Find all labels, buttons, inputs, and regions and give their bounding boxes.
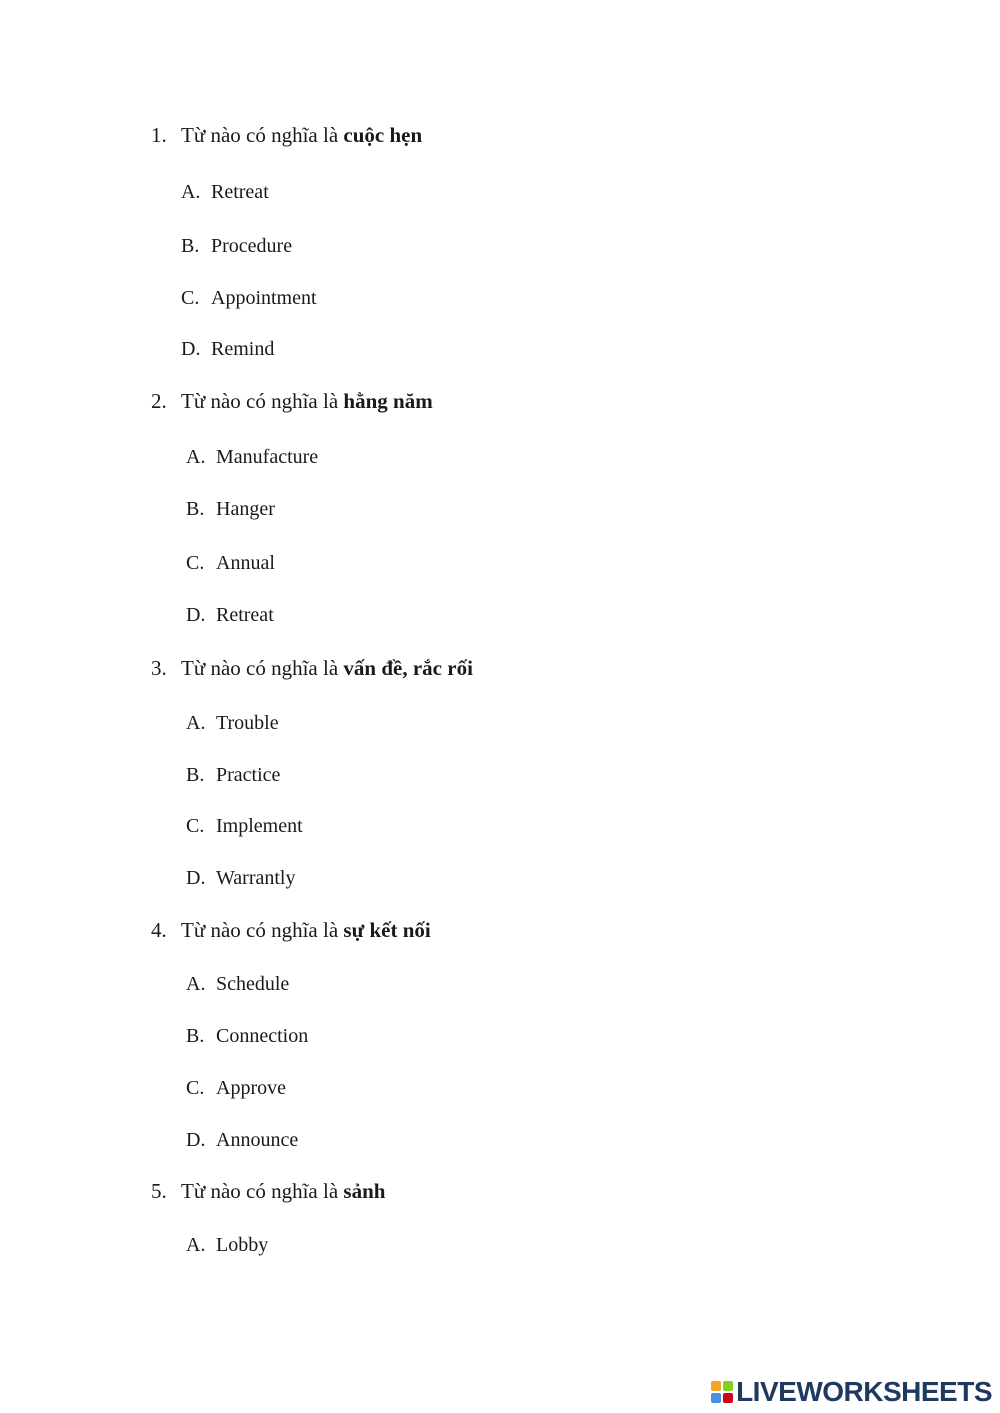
- option-4c[interactable]: [186, 1076, 286, 1100]
- question-keyword: cuộc hẹn: [343, 123, 423, 147]
- option-letter: B.: [181, 235, 200, 257]
- option-text: Schedule: [216, 973, 290, 995]
- question-4: [151, 918, 431, 942]
- question-number: 2.: [151, 389, 167, 413]
- option-text: Announce: [216, 1129, 299, 1151]
- question-prompt: Từ nào có nghĩa là: [181, 123, 344, 147]
- option-text: Lobby: [216, 1234, 269, 1256]
- question-number: 4.: [151, 918, 167, 942]
- option-letter: D.: [186, 867, 206, 889]
- question-5: [151, 1179, 385, 1203]
- option-letter: D.: [186, 604, 206, 626]
- option-1d[interactable]: [181, 337, 274, 361]
- question-keyword: sảnh: [343, 1179, 386, 1203]
- option-2c[interactable]: [186, 551, 275, 575]
- option-1c[interactable]: [181, 286, 317, 310]
- question-prompt: Từ nào có nghĩa là: [181, 656, 344, 680]
- question-keyword: hằng năm: [343, 389, 433, 413]
- option-text: Appointment: [211, 287, 317, 309]
- logo-tile: [723, 1381, 733, 1391]
- option-text: Retreat: [211, 181, 269, 203]
- logo-tile: [723, 1393, 733, 1403]
- option-letter: D.: [186, 1129, 206, 1151]
- option-letter: C.: [181, 287, 200, 309]
- question-number: 1.: [151, 123, 167, 147]
- option-3b[interactable]: [186, 763, 280, 787]
- option-text: Procedure: [211, 235, 293, 257]
- option-letter: A.: [186, 446, 206, 468]
- question-number: 5.: [151, 1179, 167, 1203]
- option-letter: B.: [186, 498, 205, 520]
- option-letter: A.: [186, 1234, 206, 1256]
- option-letter: A.: [181, 181, 201, 203]
- option-3c[interactable]: [186, 814, 303, 838]
- option-4d[interactable]: [186, 1128, 298, 1152]
- option-2a[interactable]: [186, 445, 318, 469]
- logo-tile: [711, 1393, 721, 1403]
- option-text: Warrantly: [216, 867, 296, 889]
- option-text: Approve: [216, 1077, 286, 1099]
- option-letter: B.: [186, 764, 205, 786]
- option-text: Remind: [211, 338, 275, 360]
- liveworksheets-logo[interactable]: [711, 1377, 992, 1407]
- option-text: Trouble: [216, 712, 279, 734]
- option-4a[interactable]: [186, 972, 289, 996]
- question-keyword: vấn đề, rắc rối: [343, 656, 473, 680]
- option-3d[interactable]: [186, 866, 295, 890]
- option-text: Retreat: [216, 604, 274, 626]
- option-1b[interactable]: [181, 234, 292, 258]
- option-text: Manufacture: [216, 446, 319, 468]
- option-text: Connection: [216, 1025, 309, 1047]
- logo-icon: [711, 1381, 733, 1403]
- option-1a[interactable]: [181, 180, 269, 204]
- option-letter: A.: [186, 712, 206, 734]
- logo-text: LIVEWORKSHEETS: [736, 1376, 992, 1407]
- question-keyword: sự kết nối: [343, 918, 431, 942]
- option-letter: B.: [186, 1025, 205, 1047]
- option-4b[interactable]: [186, 1024, 308, 1048]
- question-number: 3.: [151, 656, 167, 680]
- option-5a[interactable]: [186, 1233, 268, 1257]
- logo-tile: [711, 1381, 721, 1391]
- option-text: Implement: [216, 815, 303, 837]
- question-3: [151, 656, 473, 680]
- option-2d[interactable]: [186, 603, 274, 627]
- option-letter: A.: [186, 973, 206, 995]
- question-prompt: Từ nào có nghĩa là: [181, 1179, 344, 1203]
- option-letter: C.: [186, 1077, 205, 1099]
- question-prompt: Từ nào có nghĩa là: [181, 918, 344, 942]
- option-text: Annual: [216, 552, 275, 574]
- question-prompt: Từ nào có nghĩa là: [181, 389, 344, 413]
- option-letter: C.: [186, 815, 205, 837]
- question-2: [151, 389, 433, 413]
- question-1: [151, 123, 422, 147]
- option-3a[interactable]: [186, 711, 279, 735]
- option-text: Practice: [216, 764, 281, 786]
- option-text: Hanger: [216, 498, 275, 520]
- option-letter: C.: [186, 552, 205, 574]
- option-2b[interactable]: [186, 497, 275, 521]
- option-letter: D.: [181, 338, 201, 360]
